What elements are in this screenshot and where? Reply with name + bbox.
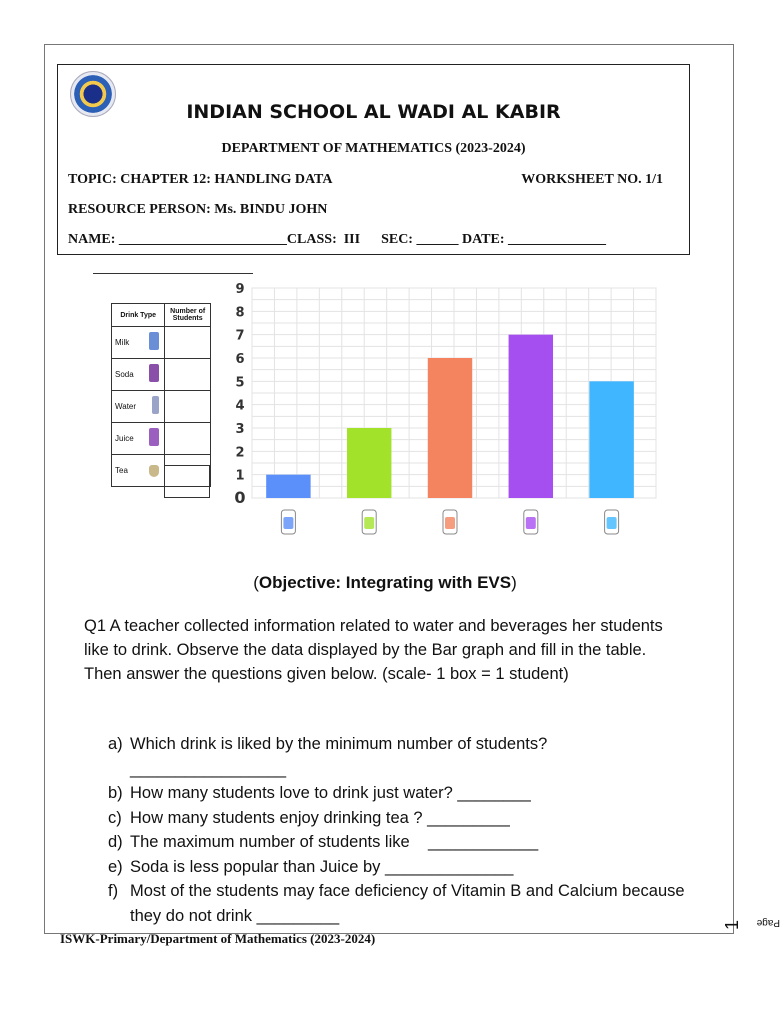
- topic-label: TOPIC: CHAPTER 12: HANDLING DATA: [68, 172, 333, 187]
- page-number: [720, 872, 780, 932]
- bar-milk: [266, 475, 310, 498]
- bar-water: [428, 358, 472, 498]
- bar-juice: [509, 335, 553, 498]
- y-tick-label: 5: [235, 375, 245, 391]
- list-item: [108, 830, 698, 855]
- item-letter: d): [108, 833, 123, 851]
- row-label: Juice: [115, 434, 134, 443]
- y-tick-label: 2: [235, 445, 245, 461]
- item-text: Which drink is liked by the minimum number of students? _________________: [130, 735, 548, 778]
- divider-line: [93, 273, 253, 274]
- table-header-drink-type: Drink Type: [112, 304, 165, 327]
- y-tick-label: 7: [235, 328, 245, 344]
- table-row: [112, 359, 211, 391]
- answer-cell[interactable]: [165, 423, 211, 455]
- row-label: Soda: [115, 370, 134, 379]
- bar-chart: [226, 278, 666, 548]
- item-text: Most of the students may face deficiency of Vitamin B and Calcium because they do not drink _________: [130, 882, 690, 925]
- resource-person: RESOURCE PERSON: Ms. BINDU JOHN: [68, 202, 328, 217]
- page-label: Page: [756, 917, 780, 928]
- table-row: [112, 327, 211, 359]
- item-text: Soda is less popular than Juice by ______________: [130, 857, 514, 876]
- bar-tea: [589, 381, 633, 498]
- row-label: Tea: [115, 466, 128, 475]
- objective-close: ): [511, 573, 517, 592]
- table-row: [112, 423, 211, 455]
- objective-text: Objective: Integrating with EVS: [258, 573, 512, 592]
- juice-box-icon: [149, 428, 159, 446]
- tea-icon-label: [607, 517, 617, 529]
- bar-soda: [347, 428, 391, 498]
- item-letter: f): [108, 882, 119, 900]
- y-tick-label: 1: [235, 468, 245, 484]
- list-item: [108, 855, 698, 880]
- worksheet-number: WORKSHEET NO. 1/1: [521, 172, 663, 187]
- water-bottle-icon: [152, 396, 159, 414]
- soda-icon-label: [364, 517, 374, 529]
- item-text: The maximum number of students like ____________: [130, 833, 539, 851]
- worksheet-header: [57, 64, 690, 255]
- item-text: How many students enjoy drinking tea ? _________: [130, 808, 510, 827]
- milk-icon-label: [283, 517, 293, 529]
- milk-icon: [149, 332, 159, 350]
- objective-line: [0, 573, 770, 593]
- item-letter: e): [108, 857, 123, 876]
- y-tick-label: 9: [235, 282, 245, 297]
- answer-cell-extra[interactable]: [164, 465, 210, 498]
- item-letter: c): [108, 808, 122, 827]
- item-text: How many students love to drink just water? ________: [130, 784, 531, 802]
- table-row: [112, 391, 211, 423]
- y-tick-label: 6: [235, 352, 245, 367]
- list-item: [108, 732, 698, 781]
- row-label: Milk: [115, 338, 130, 347]
- list-item: [108, 879, 698, 928]
- table-header-number: Number of Students: [165, 304, 211, 327]
- answer-cell[interactable]: [165, 359, 211, 391]
- y-tick-label: 8: [235, 305, 245, 321]
- y-tick-label: 0: [234, 488, 246, 507]
- item-letter: a): [108, 735, 123, 753]
- answer-cell[interactable]: [165, 327, 211, 359]
- soda-can-icon: [149, 364, 159, 382]
- list-item: [108, 781, 698, 806]
- subquestion-list: [108, 732, 698, 928]
- department-title: DEPARTMENT OF MATHEMATICS (2023-2024): [221, 141, 526, 156]
- data-table: [111, 303, 211, 487]
- y-tick-label: 4: [235, 398, 245, 414]
- name-class-line: NAME: ________________________CLASS: III SEC: ______ DATE: ______________: [68, 232, 606, 247]
- question-text: Q1 A teacher collected information related to water and beverages her students like to drink. Observe the data displayed by the Bar graph and fill in the table. Then answer the questions given below. (scale- 1 box = 1 student): [84, 617, 663, 683]
- y-tick-label: 3: [235, 422, 245, 437]
- water-icon-label: [445, 517, 455, 529]
- objective-open: (: [253, 573, 259, 592]
- item-letter: b): [108, 784, 123, 802]
- list-item: [108, 806, 698, 831]
- page-number-value: 1: [722, 919, 742, 930]
- tea-cup-icon: [149, 465, 159, 477]
- juice-icon-label: [526, 517, 536, 529]
- school-name: INDIAN SCHOOL AL WADI AL KABIR: [186, 101, 561, 123]
- answer-cell[interactable]: [165, 391, 211, 423]
- footer-text: ISWK-Primary/Department of Mathematics (2023-2024): [60, 931, 376, 946]
- row-label: Water: [115, 402, 137, 411]
